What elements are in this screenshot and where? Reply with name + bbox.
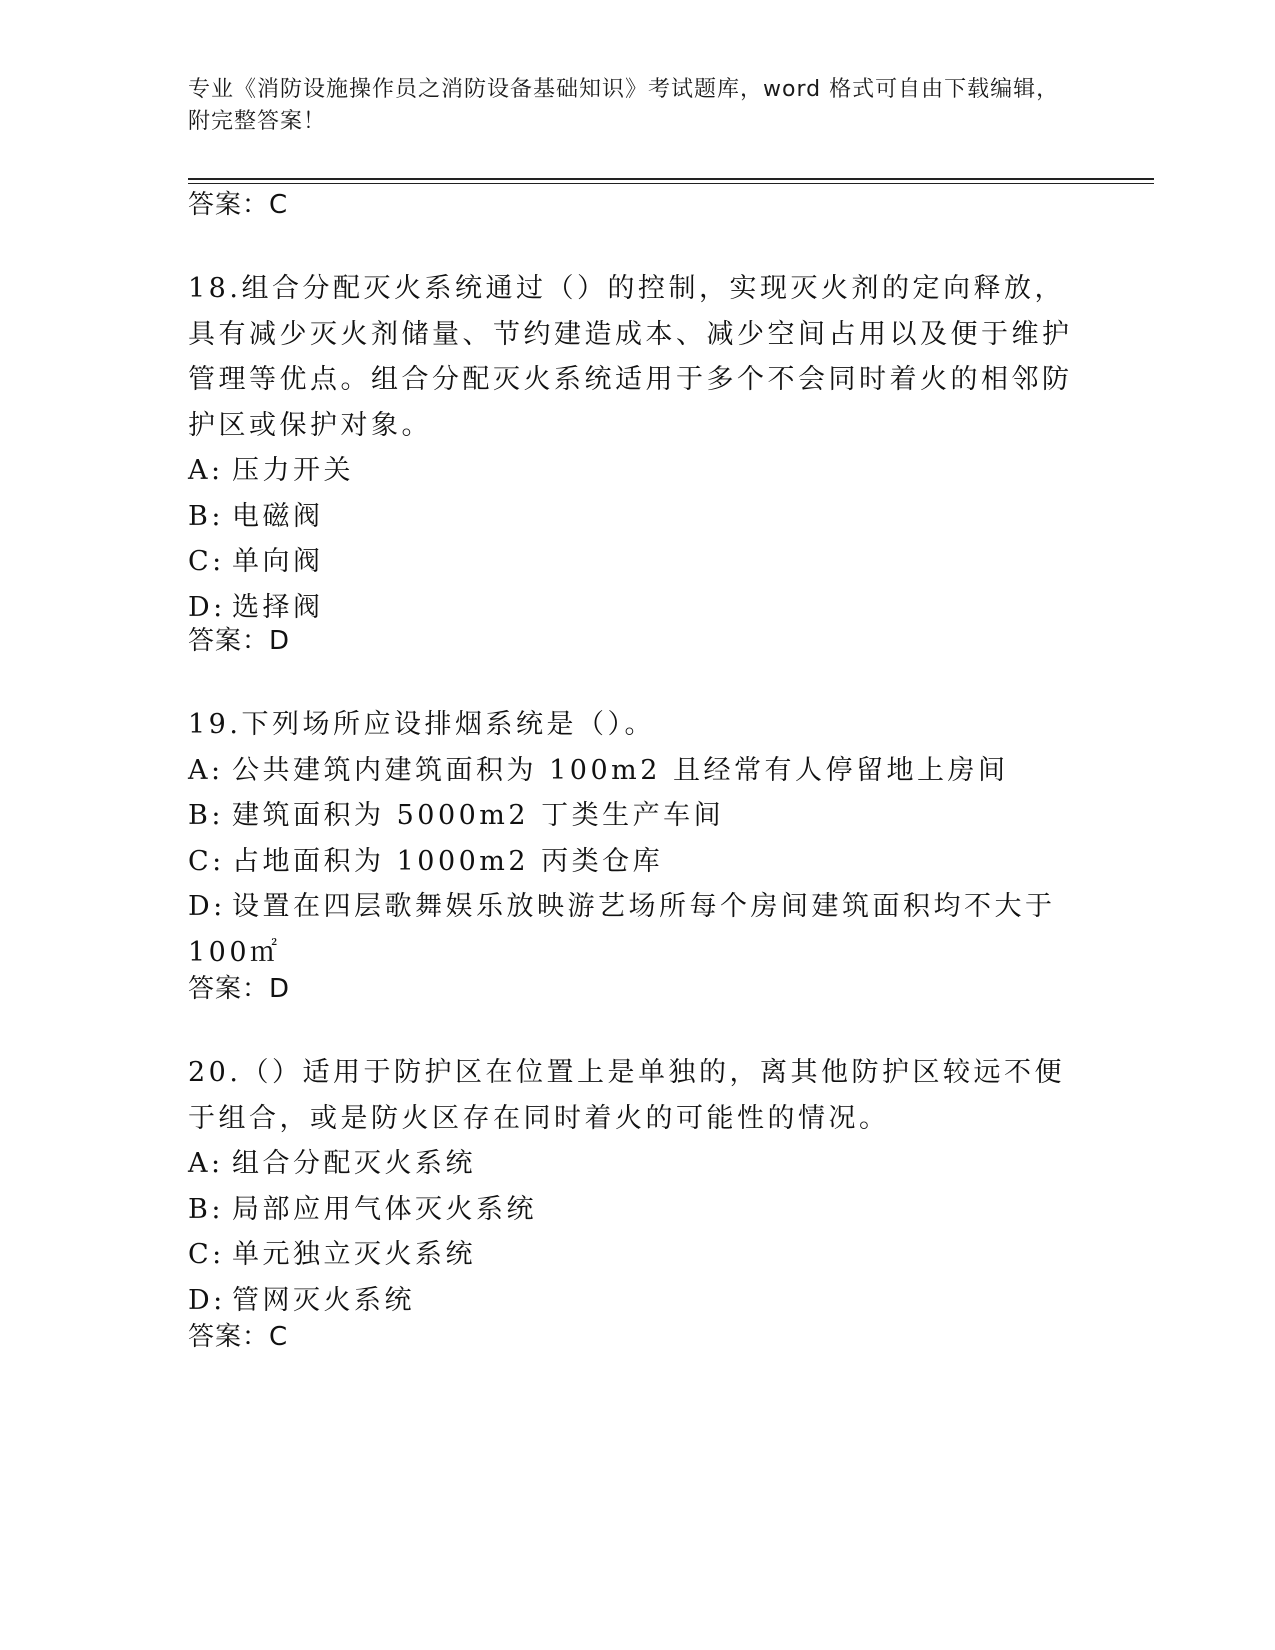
option-letter: A: [188, 455, 224, 486]
option-a [188, 1141, 1088, 1187]
document-header: 专业《消防设施操作员之消防设备基础知识》考试题库，word 格式可自由下载编辑，附完整答案！ [188, 77, 1060, 134]
answer-value: C [269, 190, 289, 220]
option-d [188, 884, 1088, 975]
header-divider [188, 178, 1154, 180]
answer-label: 答案： [188, 974, 270, 1004]
question-stem: 20.（）适用于防护区在位置上是单独的，离其他防护区较远不便于组合，或是防火区存在同时着火的可能性的情况。 [188, 1057, 1065, 1134]
question-stem: 19.下列场所应设排烟系统是（）。 [188, 709, 655, 740]
option-text: 占地面积为 1000m2 丙类仓库 [232, 845, 664, 877]
option-text: 建筑面积为 5000m2 丁类生产车间 [232, 800, 725, 831]
option-a [188, 448, 1088, 494]
answer-line-19 [188, 972, 290, 1006]
option-letter: D: [188, 591, 226, 623]
option-letter: C: [188, 1239, 225, 1270]
option-b [188, 793, 1088, 839]
option-a [188, 748, 1088, 794]
answer-label: 答案： [188, 1322, 270, 1352]
option-d [188, 1278, 1088, 1324]
answer-line-18 [188, 624, 290, 658]
option-b [188, 1187, 1088, 1233]
option-d [188, 585, 1088, 631]
option-letter: C: [188, 546, 225, 577]
option-letter: B: [188, 800, 224, 831]
option-text: 选择阀 [232, 591, 324, 623]
option-letter: C: [188, 845, 225, 877]
option-letter: B: [188, 1193, 224, 1225]
option-text: 压力开关 [232, 455, 354, 486]
option-text: 公共建筑内建筑面积为 100m2 且经常有人停留地上房间 [232, 754, 1009, 786]
option-text: 局部应用气体灭火系统 [232, 1193, 537, 1225]
question-stem: 18.组合分配灭火系统通过（）的控制，实现灭火剂的定向释放，具有减少灭火剂储量、节约建造成本、减少空间占用以及便于维护管理等优点。组合分配灭火系统适用于多个不会同时着火的相邻防护区或保护对象。 [188, 273, 1073, 441]
option-text: 设置在四层歌舞娱乐放映游艺场所每个房间建筑面积均不大于 100㎡ [188, 891, 1056, 968]
option-letter: D: [188, 1284, 226, 1316]
option-letter: A: [188, 1148, 224, 1179]
option-text: 组合分配灭火系统 [232, 1148, 476, 1179]
option-text: 管网灭火系统 [232, 1284, 415, 1316]
answer-value: D [269, 974, 291, 1004]
answer-line-17 [188, 188, 288, 222]
option-text: 单向阀 [232, 546, 324, 577]
question-18 [188, 266, 1088, 630]
option-c [188, 1232, 1088, 1278]
option-letter: D: [188, 891, 226, 922]
answer-label: 答案： [188, 190, 270, 220]
question-19 [188, 702, 1088, 975]
answer-value: D [269, 626, 291, 656]
header-divider-thin [188, 183, 1154, 184]
option-text: 单元独立灭火系统 [232, 1239, 476, 1270]
option-c [188, 839, 1088, 885]
option-c [188, 539, 1088, 585]
option-b [188, 494, 1088, 540]
question-20 [188, 1050, 1088, 1323]
answer-line-20 [188, 1320, 288, 1354]
option-text: 电磁阀 [232, 500, 324, 532]
answer-value: C [269, 1322, 289, 1352]
option-letter: A: [188, 754, 224, 786]
answer-label: 答案： [188, 626, 270, 656]
option-letter: B: [188, 500, 224, 532]
